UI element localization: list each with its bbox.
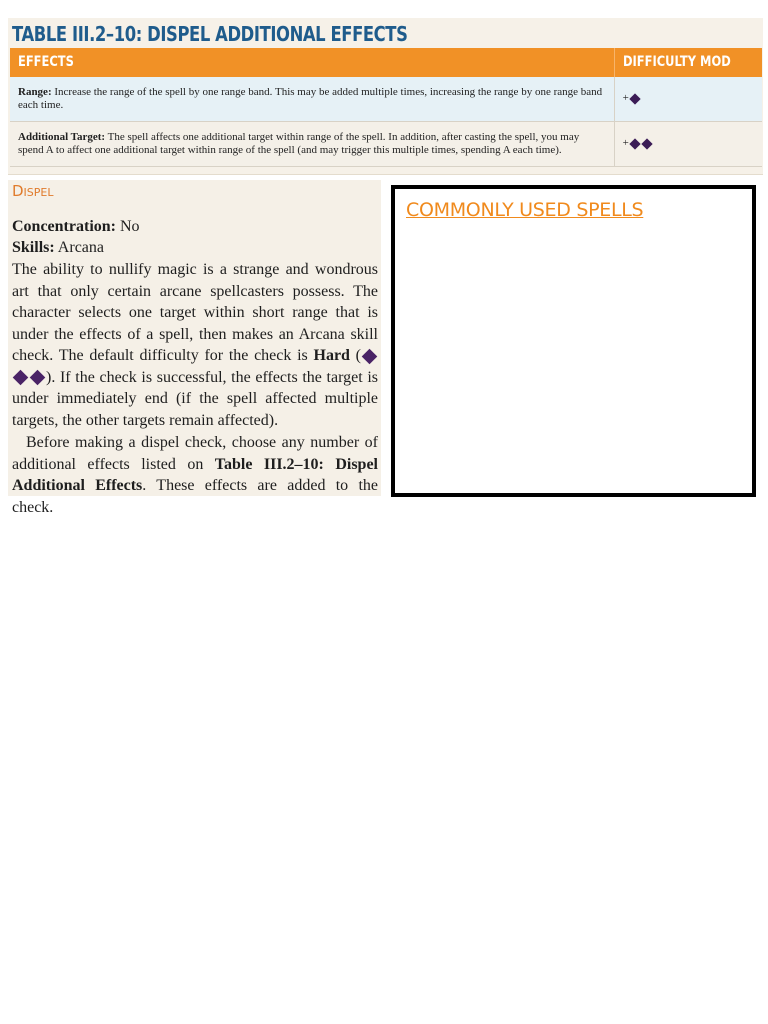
effect-text: Increase the range of the spell by one range band. This may be added multiple times, increasing the range by one range band each time. [18, 86, 603, 111]
description-text: ). If the check is successful, the effects the target is under immediately end (if the spell affected multiple targets, the other targets remain affected). [12, 368, 378, 429]
difficulty-mod-cell [614, 77, 762, 122]
difficulty-mod-column-header: DIFFICULTY MOD [614, 48, 762, 77]
concentration-line [12, 216, 378, 238]
effects-column-header: EFFECTS [10, 48, 614, 77]
difficulty-diamond-icon [30, 370, 46, 386]
dispel-effects-table-section [8, 18, 763, 175]
concentration-value: No [115, 218, 140, 235]
skills-line [12, 237, 378, 259]
difficulty-diamond-icon [641, 138, 652, 149]
skills-value: Arcana [54, 239, 104, 256]
table-row [10, 77, 762, 122]
dispel-description [12, 259, 378, 431]
commonly-used-spells-title: COMMONLY USED SPELLS [406, 199, 644, 221]
difficulty-mod-cell [614, 122, 762, 167]
concentration-label: Concentration: [12, 218, 116, 235]
table-title: TABLE III.2–10: DISPEL ADDITIONAL EFFECTS [12, 22, 408, 46]
skills-label: Skills: [12, 239, 55, 256]
difficulty-diamond-icon [362, 349, 378, 365]
instructions-text: . These effects are added to the check. [12, 477, 379, 516]
difficulty-diamond-icon [629, 93, 640, 104]
dispel-instructions [12, 432, 378, 518]
commonly-used-spells-box [391, 185, 756, 497]
dispel-heading: Dispel [12, 182, 54, 200]
table-header-row [10, 48, 762, 77]
instructions-text: Before making a dispel check, choose any number of additional effects listed on [12, 434, 378, 473]
effect-label: Additional Target: [18, 131, 106, 143]
difficulty-diamond-icon [629, 138, 640, 149]
table-reference: Table III.2–10: Dispel Additional Effects [12, 455, 378, 494]
hard-difficulty-label: Hard [313, 347, 350, 364]
effect-cell [10, 122, 614, 167]
dispel-spell-section [8, 180, 381, 516]
effect-label: Range: [18, 86, 52, 98]
table-row [10, 122, 762, 167]
mod-plus: + [622, 92, 629, 105]
difficulty-diamond-icon [13, 370, 29, 386]
mod-plus: + [622, 137, 629, 150]
effect-cell [10, 77, 614, 122]
description-text: ( [349, 347, 361, 364]
dispel-effects-table [10, 48, 762, 167]
description-text: The ability to nullify magic is a strange and wondrous art that only certain arcane spellcasters possess. The character selects one target within short range that is under the effects of a spell, then makes an Arcana skill check. The default difficulty for the check is [12, 261, 378, 364]
effect-text: The spell affects one additional target within range of the spell. In addition, after casting the spell, you may spend A to affect one additional target within range of the spell (and may trigger this multiple times, spending A each time). [18, 131, 580, 156]
